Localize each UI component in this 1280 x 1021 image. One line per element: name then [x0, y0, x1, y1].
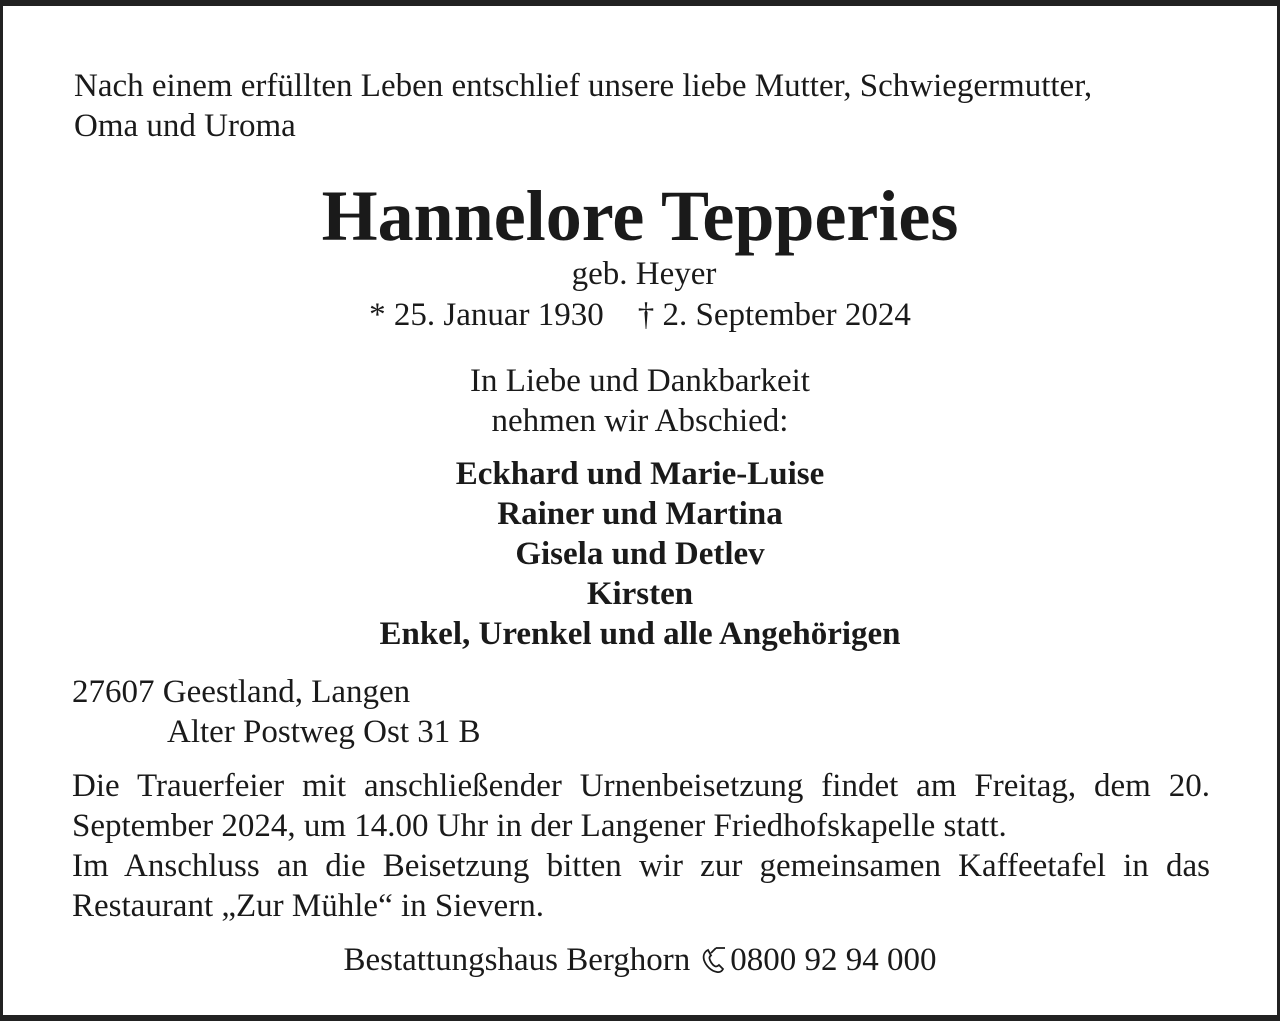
life-dates: [0, 295, 1280, 335]
intro-line: Oma und Uroma: [74, 108, 296, 144]
intro-text: [74, 66, 1234, 146]
service-paragraph: Die Trauerfeier mit anschließender Urnenbeisetzung findet am Freitag, dem 20. September 2024, um 14.00 Uhr in der Langener Friedhofskapelle statt.: [72, 768, 1210, 844]
funeral-home: [0, 940, 1280, 984]
mourner-entry: Eckhard und Marie-Luise: [455, 456, 825, 492]
mourner-entry: Kirsten: [586, 576, 694, 612]
farewell-line: nehmen wir Abschied:: [491, 403, 789, 439]
service-info: [72, 766, 1210, 926]
mourner-entry: Enkel, Urenkel und alle Angehörigen: [379, 616, 901, 652]
deceased-name: Hannelore Tepperies: [321, 176, 959, 256]
mourner-address: [72, 672, 481, 752]
funeral-home-phone: 0800 92 94 000: [730, 942, 937, 978]
farewell-line: In Liebe und Dankbarkeit: [470, 363, 810, 399]
intro-line: Nach einem erfüllten Leben entschlief unsere liebe Mutter, Schwiegermutter,: [74, 68, 1093, 104]
address-city: 27607 Geestland, Langen: [72, 674, 411, 710]
funeral-home-name: Bestattungshaus Berghorn: [343, 942, 691, 978]
death-date: † 2. September 2024: [637, 297, 911, 333]
farewell-text: [0, 361, 1280, 441]
birth-date: * 25. Januar 1930: [369, 297, 604, 333]
mourner-entry: Gisela und Detlev: [515, 536, 765, 572]
mourners-list: [0, 454, 1280, 654]
reception-paragraph: Im Anschluss an die Beisetzung bitten wir zur gemeinsamen Kaffeetafel in das Restaurant „Zur Mühle“ in Sievern.: [72, 848, 1210, 924]
mourner-entry: Rainer und Martina: [497, 496, 783, 532]
phone-icon: [702, 944, 726, 984]
address-street: Alter Postweg Ost 31 B: [167, 714, 481, 750]
birth-name: geb. Heyer: [571, 256, 717, 292]
